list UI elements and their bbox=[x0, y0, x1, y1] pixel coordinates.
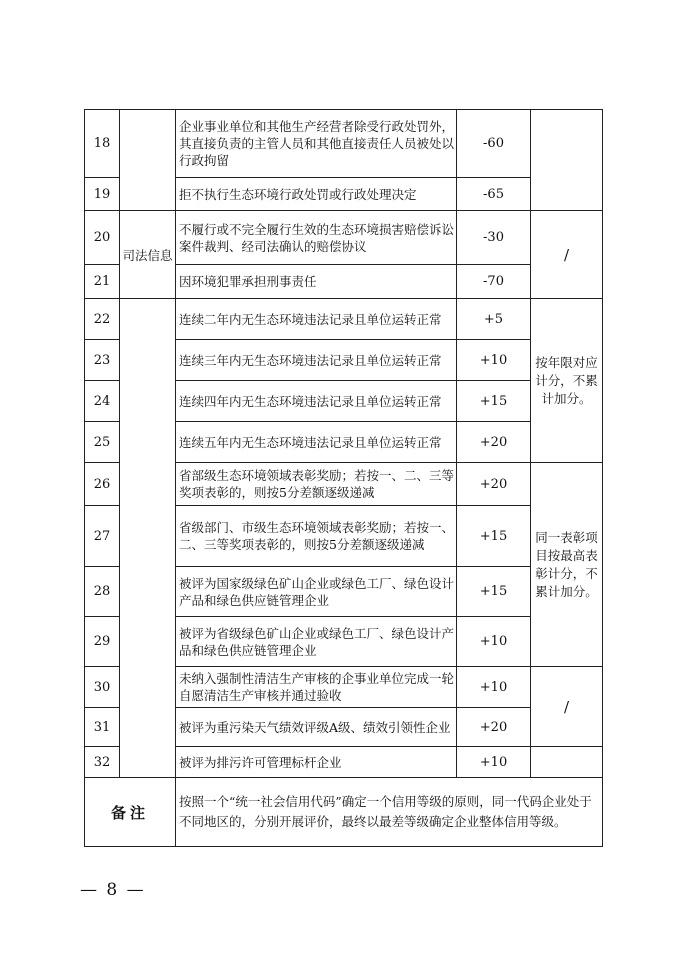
category-cell-empty bbox=[120, 110, 176, 211]
row-number: 19 bbox=[85, 178, 120, 211]
row-content: 未纳入强制性清洁生产审核的企事业单位完成一轮自愿清洁生产审核并通过验收 bbox=[176, 667, 457, 708]
row-score: +10 bbox=[457, 340, 531, 381]
page-number: — 8 — bbox=[80, 880, 146, 900]
row-content: 不履行或不完全履行生效的生态环境损害赔偿诉讼案件裁判、经司法确认的赔偿协议 bbox=[176, 211, 457, 265]
row-score: -65 bbox=[457, 178, 531, 211]
category-judicial: 司法信息 bbox=[120, 211, 176, 299]
remark-by-years: 按年限对应计分，不累计加分。 bbox=[531, 299, 603, 463]
table-row bbox=[85, 110, 603, 178]
row-content: 连续四年内无生态环境违法记录且单位运转正常 bbox=[176, 381, 457, 422]
row-score: +10 bbox=[457, 617, 531, 667]
row-content: 省部级生态环境领域表彰奖励；若按一、二、三等奖项表彰的，则按5分差额逐级递减 bbox=[176, 463, 457, 506]
row-score: +10 bbox=[457, 747, 531, 778]
credit-score-table bbox=[84, 109, 603, 847]
row-score: +15 bbox=[457, 567, 531, 617]
note-text: 按照一个“统一社会信用代码”确定一个信用等级的原则，同一代码企业处于不同地区的，分别开展评价，最终以最差等级确定企业整体信用等级。 bbox=[176, 778, 603, 847]
row-content: 被评为排污许可管理标杆企业 bbox=[176, 747, 457, 778]
row-number: 24 bbox=[85, 381, 120, 422]
row-score: +15 bbox=[457, 506, 531, 567]
row-number: 22 bbox=[85, 299, 120, 340]
row-number: 31 bbox=[85, 708, 120, 747]
row-content: 拒不执行生态环境行政处罚或行政处理决定 bbox=[176, 178, 457, 211]
row-score: -70 bbox=[457, 265, 531, 299]
row-number: 23 bbox=[85, 340, 120, 381]
table-row bbox=[85, 211, 603, 265]
row-number: 21 bbox=[85, 265, 120, 299]
row-number: 18 bbox=[85, 110, 120, 178]
row-content: 被评为国家级绿色矿山企业或绿色工厂、绿色设计产品和绿色供应链管理企业 bbox=[176, 567, 457, 617]
row-number: 32 bbox=[85, 747, 120, 778]
row-number: 29 bbox=[85, 617, 120, 667]
row-content: 因环境犯罪承担刑事责任 bbox=[176, 265, 457, 299]
row-score: +20 bbox=[457, 422, 531, 463]
row-score: -30 bbox=[457, 211, 531, 265]
row-content: 连续五年内无生态环境违法记录且单位运转正常 bbox=[176, 422, 457, 463]
row-number: 20 bbox=[85, 211, 120, 265]
row-number: 30 bbox=[85, 667, 120, 708]
remark-cell-empty bbox=[531, 110, 603, 211]
category-cell-empty bbox=[120, 299, 176, 778]
row-content: 连续三年内无生态环境违法记录且单位运转正常 bbox=[176, 340, 457, 381]
row-content: 企业事业单位和其他生产经营者除受行政处罚外，其直接负责的主管人员和其他直接责任人员被处以行政拘留 bbox=[176, 110, 457, 178]
note-label: 备注 bbox=[85, 778, 176, 847]
row-score: -60 bbox=[457, 110, 531, 178]
remark-same-honor: 同一表彰项目按最高表彰计分，不累计加分。 bbox=[531, 463, 603, 667]
remark-cell-empty bbox=[531, 747, 603, 778]
row-score: +20 bbox=[457, 463, 531, 506]
row-number: 25 bbox=[85, 422, 120, 463]
row-score: +10 bbox=[457, 667, 531, 708]
row-content: 被评为省级绿色矿山企业或绿色工厂、绿色设计产品和绿色供应链管理企业 bbox=[176, 617, 457, 667]
remark-slash: / bbox=[531, 667, 603, 747]
row-content: 连续二年内无生态环境违法记录且单位运转正常 bbox=[176, 299, 457, 340]
row-score: +5 bbox=[457, 299, 531, 340]
row-score: +15 bbox=[457, 381, 531, 422]
table-row bbox=[85, 299, 603, 340]
note-row bbox=[85, 778, 603, 847]
remark-slash: / bbox=[531, 211, 603, 299]
row-number: 26 bbox=[85, 463, 120, 506]
row-number: 28 bbox=[85, 567, 120, 617]
row-content: 省级部门、市级生态环境领域表彰奖励；若按一、二、三等奖项表彰的，则按5分差额逐级递减 bbox=[176, 506, 457, 567]
row-content: 被评为重污染天气绩效评级A级、绩效引领性企业 bbox=[176, 708, 457, 747]
row-score: +20 bbox=[457, 708, 531, 747]
row-number: 27 bbox=[85, 506, 120, 567]
